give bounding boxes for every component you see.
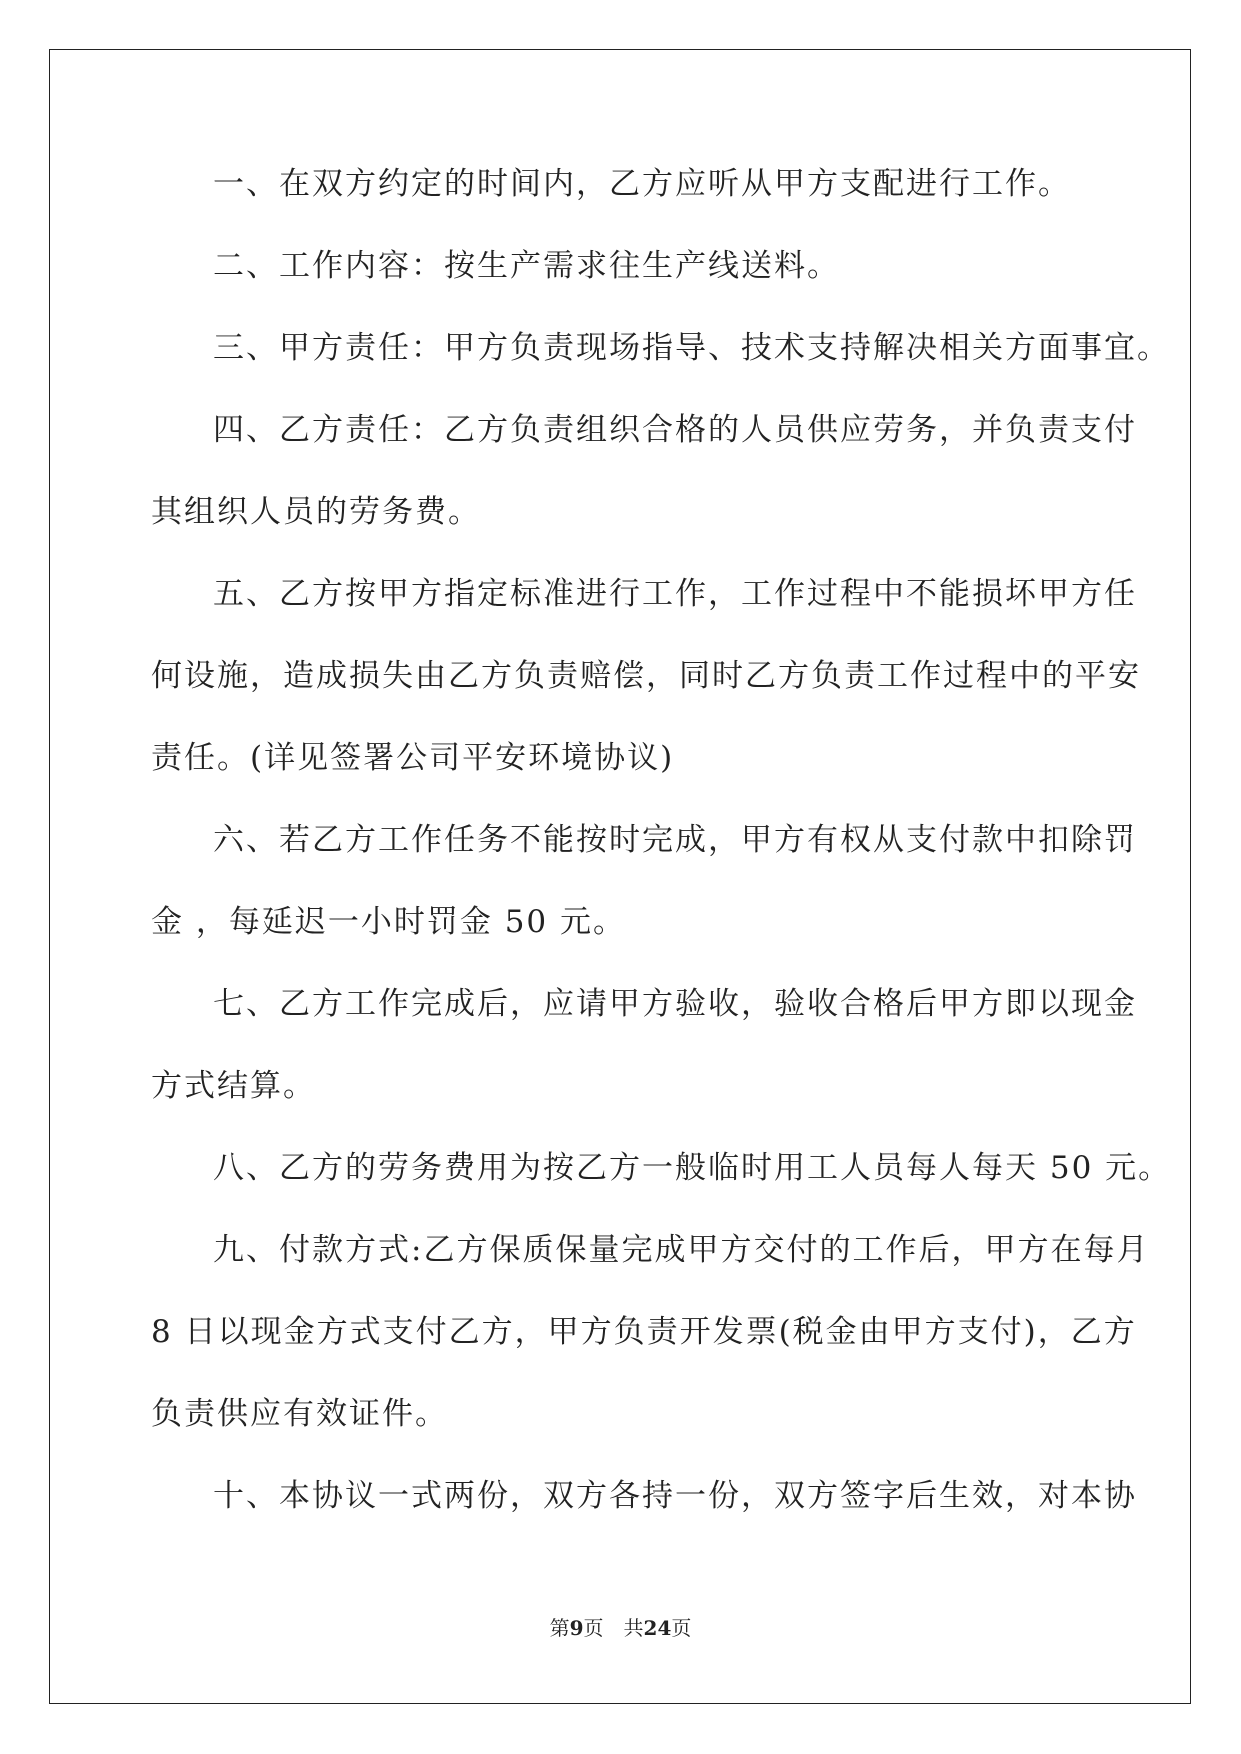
paragraph-9-line-3: 负责供应有效证件。 — [151, 1396, 448, 1432]
paragraph-7-line-1: 七、乙方工作完成后，应请甲方验收，验收合格后甲方即以现金 — [213, 986, 1137, 1022]
paragraph-9-line-1: 九、付款方式:乙方保质保量完成甲方交付的工作后，甲方在每月 — [213, 1232, 1150, 1268]
paragraph-7-line-2: 方式结算。 — [151, 1068, 316, 1104]
paragraph-10-line-1: 十、本协议一式两份，双方各持一份，双方签字后生效，对本协 — [213, 1478, 1137, 1514]
paragraph-6-line-1: 六、若乙方工作任务不能按时完成，甲方有权从支付款中扣除罚 — [213, 822, 1137, 858]
paragraph-5-line-3: 责任。(详见签署公司平安环境协议) — [151, 740, 675, 776]
paragraph-3-line-1: 三、甲方责任：甲方负责现场指导、技术支持解决相关方面事宜。 — [213, 330, 1170, 366]
page-border — [49, 49, 1191, 1704]
footer-suffix: 页 — [671, 1616, 692, 1640]
paragraph-5-line-2: 何设施，造成损失由乙方负责赔偿，同时乙方负责工作过程中的平安 — [151, 658, 1141, 694]
footer-mid: 页 共 — [583, 1616, 644, 1640]
page-footer — [0, 1612, 1241, 1641]
paragraph-8-line-1: 八、乙方的劳务费用为按乙方一般临时用工人员每人每天 50 元。 — [213, 1150, 1172, 1186]
footer-page-number: 9 — [569, 1616, 584, 1640]
paragraph-1-line-1: 一、在双方约定的时间内，乙方应听从甲方支配进行工作。 — [213, 166, 1071, 202]
footer-prefix: 第 — [549, 1616, 570, 1640]
paragraph-4-line-2: 其组织人员的劳务费。 — [151, 494, 481, 530]
paragraph-4-line-1: 四、乙方责任：乙方负责组织合格的人员供应劳务，并负责支付 — [213, 412, 1137, 448]
footer-total-pages: 24 — [643, 1616, 672, 1640]
paragraph-6-line-2: 金 ，每延迟一小时罚金 50 元。 — [151, 904, 627, 940]
paragraph-9-line-2: 8 日以现金方式支付乙方，甲方负责开发票(税金由甲方支付)，乙方 — [151, 1314, 1137, 1350]
paragraph-5-line-1: 五、乙方按甲方指定标准进行工作，工作过程中不能损坏甲方任 — [213, 576, 1137, 612]
paragraph-2-line-1: 二、工作内容：按生产需求往生产线送料。 — [213, 248, 840, 284]
